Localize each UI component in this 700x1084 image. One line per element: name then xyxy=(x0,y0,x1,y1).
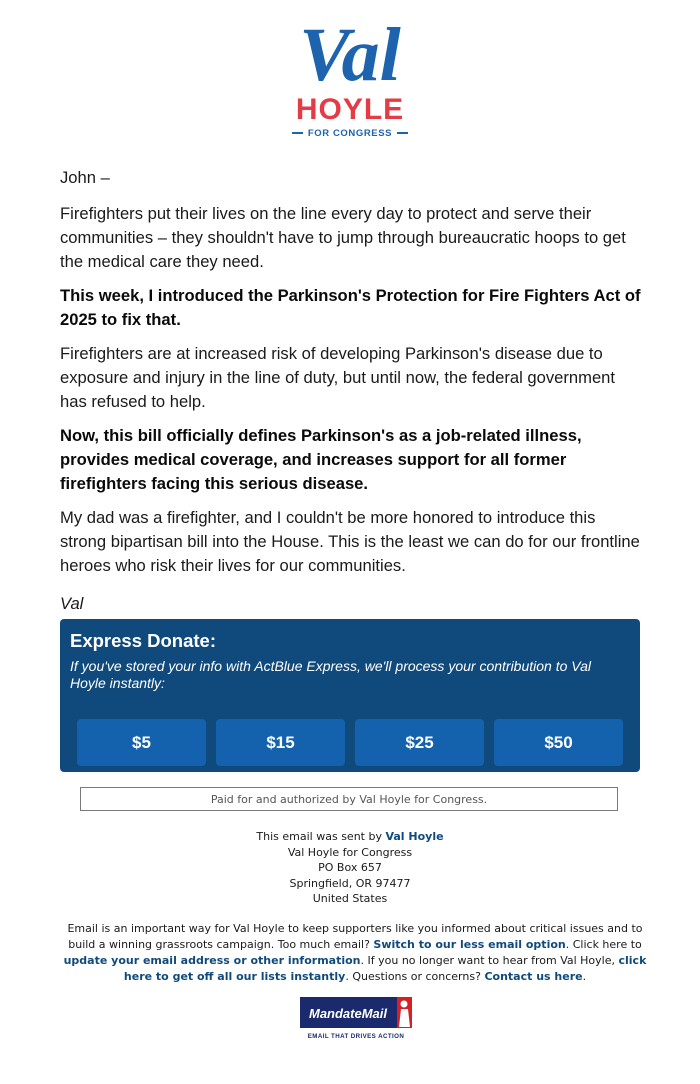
address-line-3: Springfield, OR 97477 xyxy=(289,876,411,890)
mandatemail-tagline: EMAIL THAT DRIVES ACTION xyxy=(307,1033,405,1040)
campaign-logo xyxy=(0,10,700,145)
email-body xyxy=(60,166,642,626)
val-hoyle-logo xyxy=(270,10,430,140)
legal-text-1: Email is an important way for Val Hoyle to keep supporters like you informed about critical issues and to build a winning grassroots campaign. Too much email? xyxy=(67,922,643,951)
logo-surname: HOYLE xyxy=(295,93,405,126)
legal-text-3: . If you no longer want to hear from Val Hoyle, xyxy=(360,954,619,967)
contact-link[interactable]: Contact us here xyxy=(484,970,583,983)
paragraph-1: Firefighters put their lives on the line every day to protect and serve their communities – they shouldn't have to jump through bureaucratic hoops to get the medical care they need. xyxy=(60,204,626,271)
express-donate-panel xyxy=(60,619,640,772)
logo-name: Val xyxy=(299,13,401,97)
less-email-link[interactable]: Switch to our less email option xyxy=(373,938,566,951)
paragraph-3: Firefighters are at increased risk of developing Parkinson's disease due to exposure and injury in the line of duty, but until now, the federal government has refused to help. xyxy=(60,344,616,411)
logo-tagline: FOR CONGRESS xyxy=(307,128,393,139)
figure-head-icon xyxy=(401,1001,408,1008)
donate-25-button[interactable]: $25 xyxy=(355,719,484,766)
mandatemail-name: MandateMail xyxy=(308,1006,388,1021)
address-line-4: United States xyxy=(312,892,388,905)
donate-amounts xyxy=(77,719,623,766)
donate-15-button[interactable]: $15 xyxy=(216,719,345,766)
update-info-link[interactable]: update your email address or other information xyxy=(63,954,361,967)
donate-title: Express Donate: xyxy=(70,630,216,651)
sender-info xyxy=(0,829,700,907)
paragraph-5: My dad was a firefighter, and I couldn't be more honored to introduce this strong bipartisan bill into the House. This is the least we can do for our frontline heroes who risk their lives for our communities. xyxy=(60,508,640,575)
legal-text-5: . xyxy=(582,970,587,983)
donate-subtitle: If you've stored your info with ActBlue Express, we'll process your contribution to Val Hoyle instantly: xyxy=(70,658,591,691)
legal-text xyxy=(58,921,652,985)
donate-5-button[interactable]: $5 xyxy=(77,719,206,766)
mandatemail-badge xyxy=(300,997,412,1041)
unsubscribe-link[interactable]: click here to get off all our lists instantly xyxy=(123,954,647,983)
donate-50-button[interactable]: $50 xyxy=(494,719,623,766)
sent-by-line xyxy=(0,829,700,845)
sender-link[interactable]: Val Hoyle xyxy=(385,830,444,843)
greeting: John – xyxy=(60,168,110,187)
legal-text-4: . Questions or concerns? xyxy=(345,970,485,983)
sent-by-prefix: This email was sent by xyxy=(256,830,386,843)
legal-text-2: . Click here to xyxy=(565,938,642,951)
mandatemail-logo[interactable] xyxy=(300,997,412,1041)
address-line-1: Val Hoyle for Congress xyxy=(287,845,413,859)
paragraph-4: Now, this bill officially defines Parkinson's as a job-related illness, provides medical coverage, and increases support for all former firefighters facing this serious disease. xyxy=(60,426,582,493)
paragraph-2: This week, I introduced the Parkinson's Protection for Fire Fighters Act of 2025 to fix that. xyxy=(60,286,641,329)
signature: Val xyxy=(60,594,84,613)
address-line-2: PO Box 657 xyxy=(318,861,382,874)
paid-for-disclaimer: Paid for and authorized by Val Hoyle for Congress. xyxy=(80,787,618,811)
